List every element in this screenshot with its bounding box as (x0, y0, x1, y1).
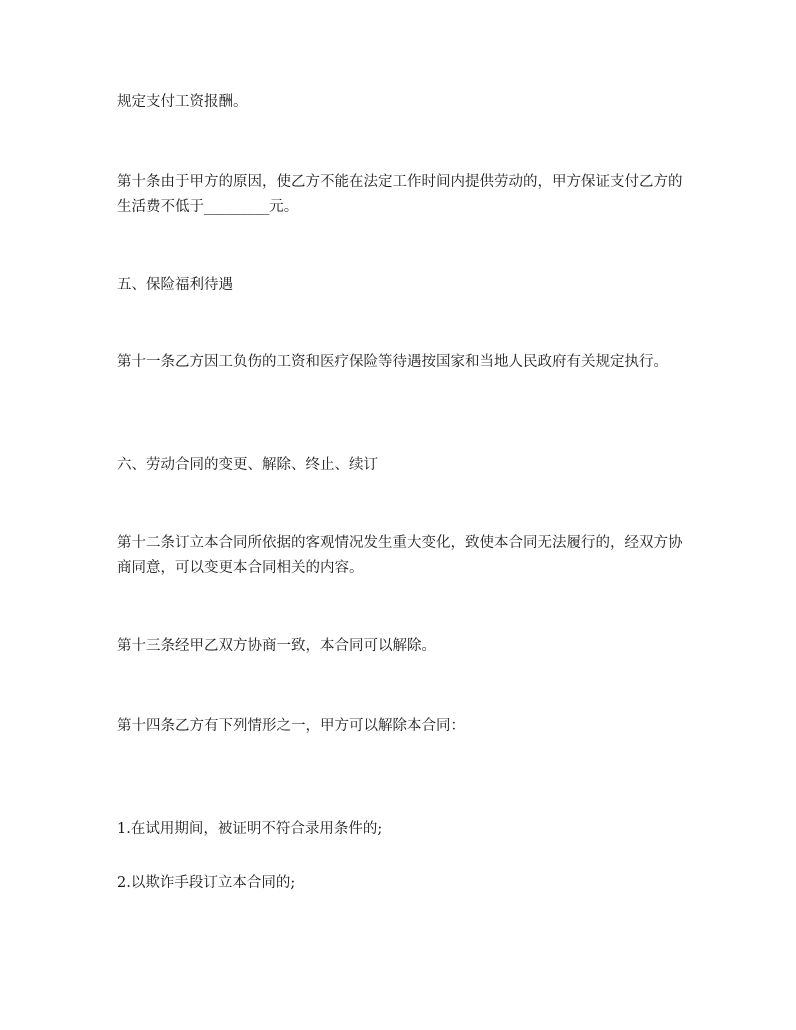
paragraph-article-11: 第十一条乙方因工负伤的工资和医疗保险等待遇按国家和当地人民政府有关规定执行。 (117, 354, 668, 370)
paragraph-article-14: 第十四条乙方有下列情形之一，甲方可以解除本合同： (117, 718, 465, 734)
paragraph-article-13: 第十三条经甲乙双方协商一致，本合同可以解除。 (117, 638, 436, 654)
section-heading-contract-changes: 六、劳动合同的变更、解除、终止、续订 (117, 457, 378, 473)
paragraph-article-10: 第十条由于甲方的原因，使乙方不能在法定工作时间内提供劳动的，甲方保证支付乙方的生活费不低于_________元。 (117, 174, 683, 215)
list-item-probation: 1.在试用期间，被证明不符合录用条件的; (117, 821, 383, 837)
list-item-fraud: 2.以欺诈手段订立本合同的; (117, 875, 296, 891)
paragraph-wage-payment: 规定支付工资报酬。 (117, 94, 248, 110)
paragraph-article-12: 第十二条订立本合同所依据的客观情况发生重大变化，致使本合同无法履行的，经双方协商同意，可以变更本合同相关的内容。 (117, 535, 683, 576)
section-heading-insurance-welfare: 五、保险福利待遇 (117, 277, 233, 293)
